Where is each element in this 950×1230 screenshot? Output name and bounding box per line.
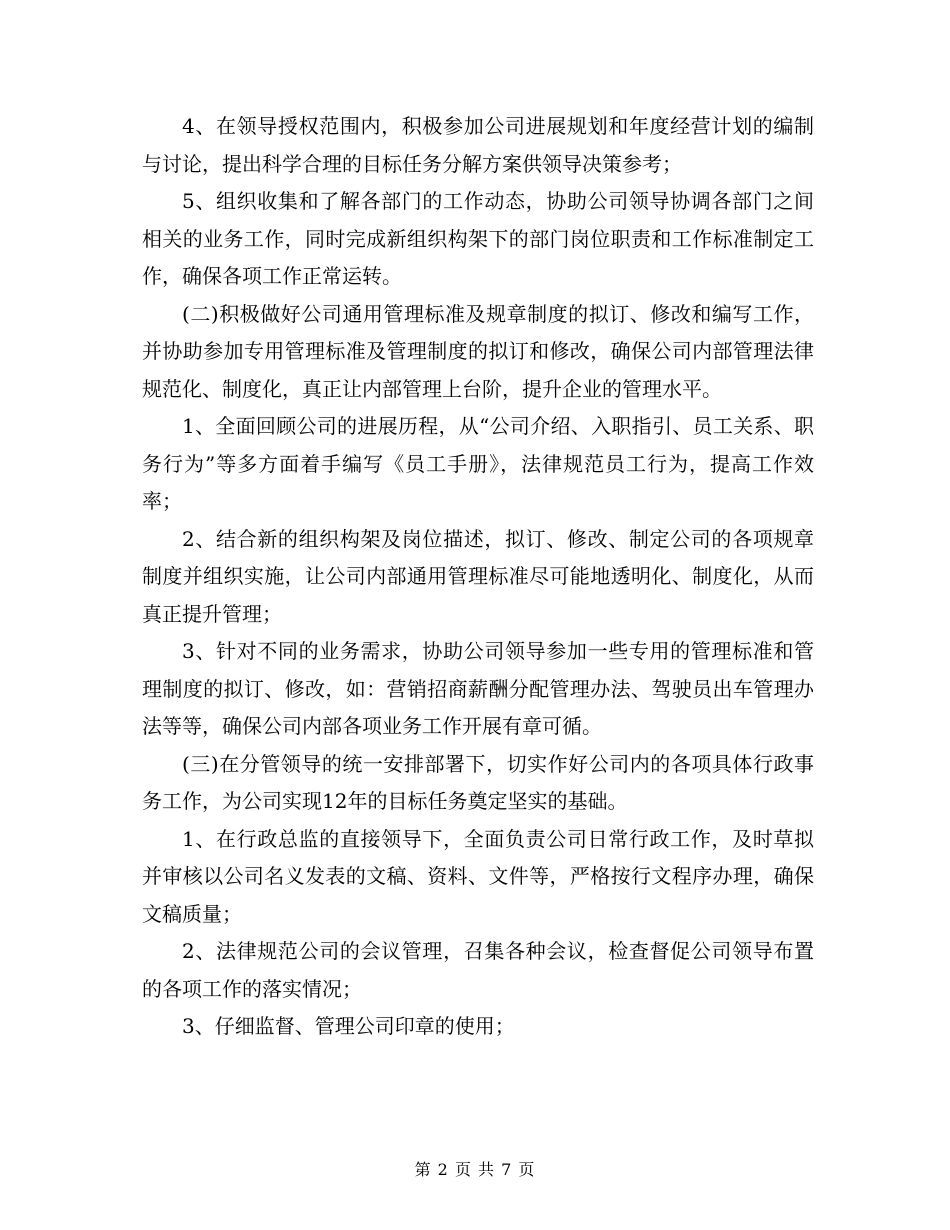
paragraph: 4、在领导授权范围内，积极参加公司进展规划和年度经营计划的编制与讨论，提出科学合理的目标任务分解方案供领导决策参考； xyxy=(142,114,814,176)
page-number-footer: 第 2 页 共 7 页 xyxy=(414,1160,536,1179)
document-body xyxy=(142,108,814,1046)
paragraph: 2、法律规范公司的会议管理，召集各种会议，检查督促公司领导布置的各项工作的落实情况； xyxy=(142,939,814,1001)
paragraph: 5、组织收集和了解各部门的工作动态，协助公司领导协调各部门之间相关的业务工作，同时完成新组织构架下的部门岗位职责和工作标准制定工作，确保各项工作正常运转。 xyxy=(142,189,814,288)
paragraph: 1、全面回顾公司的进展历程，从“公司介绍、入职指引、员工关系、职务行为”等多方面着手编写《员工手册》，法律规范员工行为，提高工作效率； xyxy=(142,414,814,513)
paragraph: 3、针对不同的业务需求，协助公司领导参加一些专用的管理标准和管理制度的拟订、修改，如：营销招商薪酬分配管理办法、驾驶员出车管理办法等等，确保公司内部各项业务工作开展有章可循。 xyxy=(142,639,814,738)
paragraph: 3、仔细监督、管理公司印章的使用； xyxy=(182,1014,515,1038)
paragraph: 2、结合新的组织构架及岗位描述，拟订、修改、制定公司的各项规章制度并组织实施，让公司内部通用管理标准尽可能地透明化、制度化，从而真正提升管理； xyxy=(142,526,814,626)
section-heading-paragraph: (二)积极做好公司通用管理标准及规章制度的拟订、修改和编写工作，并协助参加专用管理标准及管理制度的拟订和修改，确保公司内部管理法律规范化、制度化，真正让内部管理上台阶，提升企业的管理水平。 xyxy=(142,301,814,401)
section-heading-paragraph: (三)在分管领导的统一安排部署下，切实作好公司内的各项具体行政事务工作，为公司实现12年的目标任务奠定坚实的基础。 xyxy=(142,751,814,813)
paragraph: 1、在行政总监的直接领导下，全面负责公司日常行政工作，及时草拟并审核以公司名义发表的文稿、资料、文件等，严格按行文程序办理，确保文稿质量； xyxy=(142,826,814,926)
